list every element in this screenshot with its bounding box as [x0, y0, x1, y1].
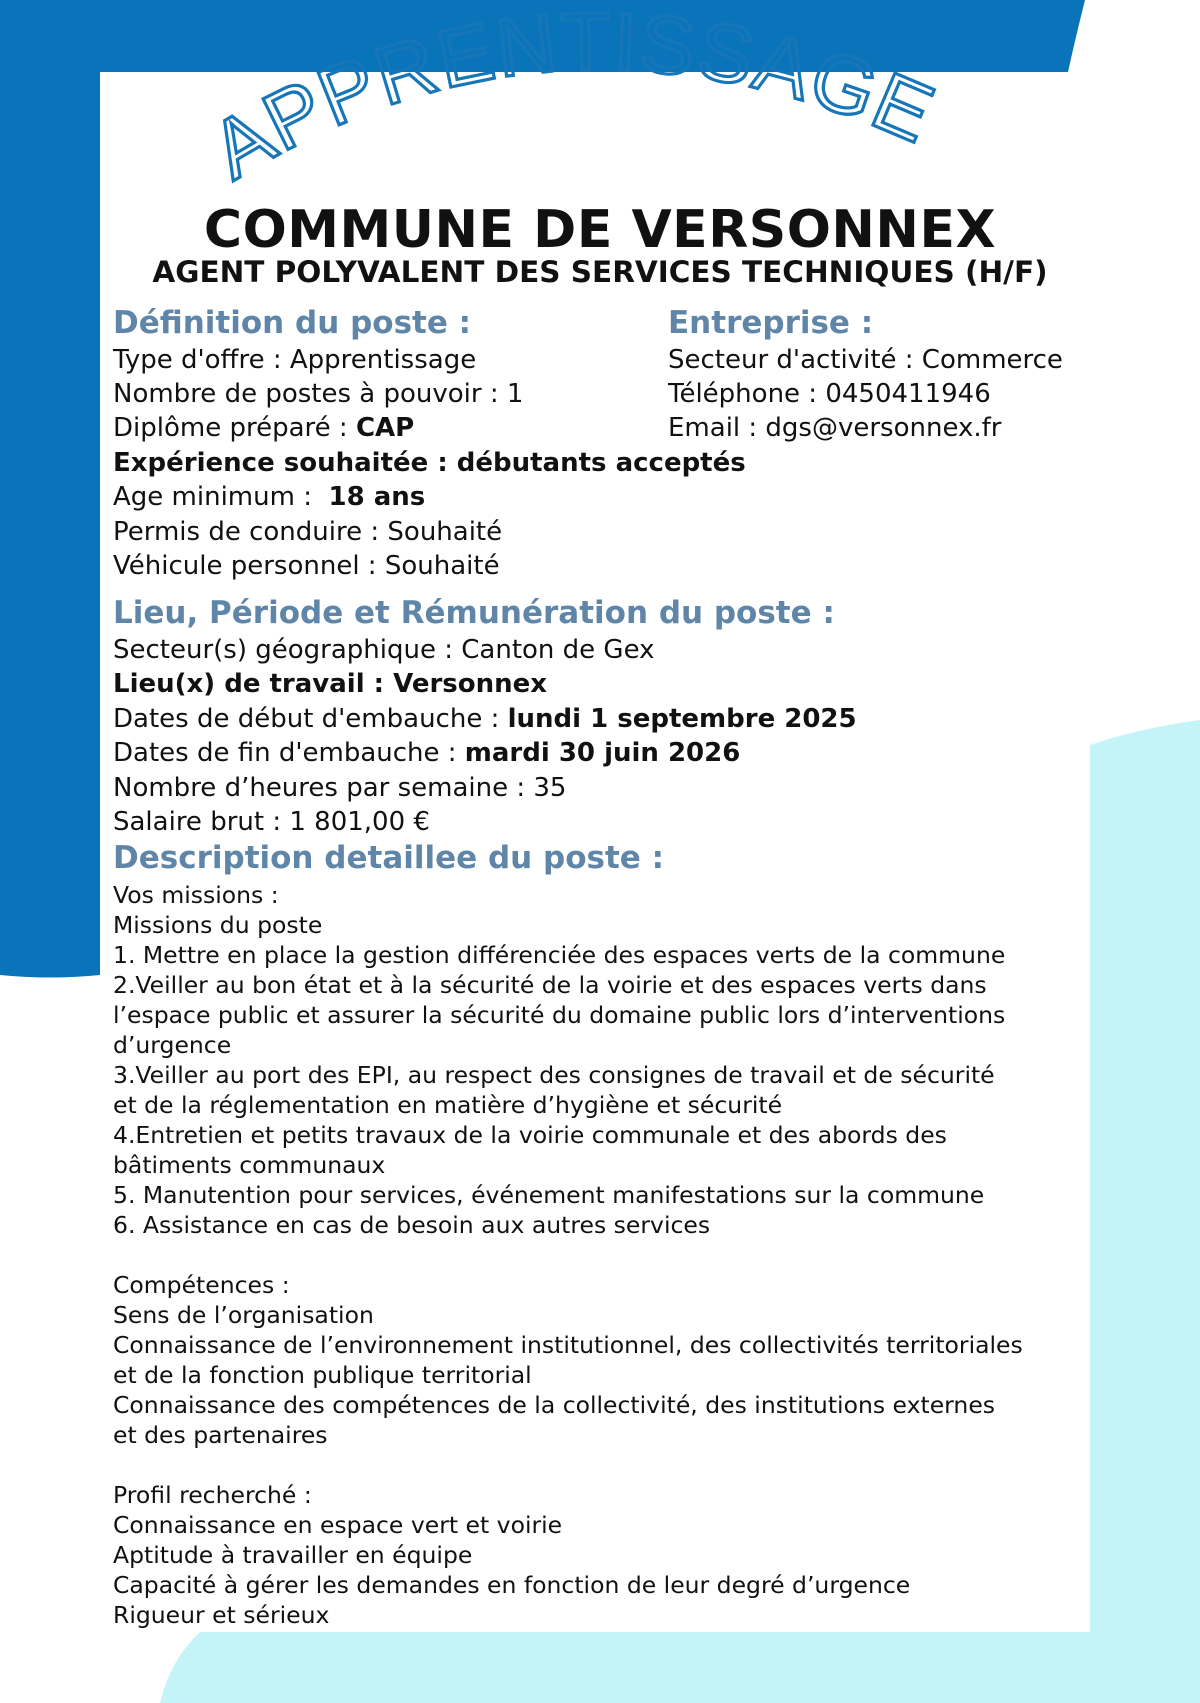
lieu-heading: Lieu, Période et Rémunération du poste :: [113, 595, 835, 631]
description-line: 5. Manutention pour services, événement manifestations sur la commune: [113, 1181, 985, 1209]
email: Email : dgs@versonnex.fr: [668, 413, 1002, 443]
secteur-geographique: Secteur(s) géographique : Canton de Gex: [113, 635, 655, 665]
experience: Expérience souhaitée : débutants acceptés: [113, 448, 746, 478]
entreprise-heading: Entreprise :: [668, 305, 874, 341]
description-heading: Description detaillee du poste :: [113, 840, 664, 876]
vehicule: Véhicule personnel : Souhaité: [113, 551, 500, 581]
date-debut: Dates de début d'embauche : lundi 1 septembre 2025: [113, 704, 857, 734]
nombre-postes: Nombre de postes à pouvoir : 1: [113, 379, 524, 409]
heures-semaine: Nombre d’heures par semaine : 35: [113, 773, 567, 803]
description-line: Profil recherché :: [113, 1481, 312, 1509]
description-line: 4.Entretien et petits travaux de la voirie communale et des abords des: [113, 1121, 947, 1149]
date-fin: Dates de fin d'embauche : mardi 30 juin 2026: [113, 738, 741, 768]
description-line: et de la fonction publique territorial: [113, 1361, 532, 1389]
description-line: l’espace public et assurer la sécurité du domaine public lors d’interventions: [113, 1001, 1006, 1029]
page-title: COMMUNE DE VERSONNEX: [203, 200, 997, 260]
permis: Permis de conduire : Souhaité: [113, 517, 503, 547]
lieu-travail: Lieu(x) de travail : Versonnex: [113, 669, 548, 699]
diplome: Diplôme préparé : CAP: [113, 413, 415, 443]
description-line: d’urgence: [113, 1031, 232, 1059]
description-line: Compétences :: [113, 1271, 290, 1299]
description-line: Aptitude à travailler en équipe: [113, 1541, 473, 1569]
description-line: Sens de l’organisation: [113, 1301, 374, 1329]
definition-heading: Définition du poste :: [113, 305, 472, 341]
description-line: 6. Assistance en cas de besoin aux autres services: [113, 1211, 711, 1239]
blue-left-band: [0, 0, 100, 975]
description-line: 1. Mettre en place la gestion différenciée des espaces verts de la commune: [113, 941, 1006, 969]
description-line: et de la réglementation en matière d’hygiène et sécurité: [113, 1091, 783, 1119]
apprentissage-banner-text: APPRENTISSAGE: [196, 0, 948, 197]
apprentissage-banner: [150, 0, 1010, 220]
description-line: Missions du poste: [113, 911, 323, 939]
description-line: Connaissance de l’environnement institutionnel, des collectivités territoriales: [113, 1331, 1023, 1359]
description-line: 2.Veiller au bon état et à la sécurité de la voirie et des espaces verts dans: [113, 971, 987, 999]
age-minimum: Age minimum : 18 ans: [113, 482, 426, 512]
salaire: Salaire brut : 1 801,00 €: [113, 807, 430, 837]
description-line: 3.Veiller au port des EPI, au respect des consignes de travail et de sécurité: [113, 1061, 995, 1089]
description-line: Vos missions :: [113, 881, 279, 909]
description-line: Connaissance en espace vert et voirie: [113, 1511, 563, 1539]
telephone: Téléphone : 0450411946: [668, 379, 991, 409]
description-line: bâtiments communaux: [113, 1151, 386, 1179]
secteur-activite: Secteur d'activité : Commerce: [668, 345, 1063, 375]
page-subtitle: AGENT POLYVALENT DES SERVICES TECHNIQUES (H/F): [152, 255, 1048, 289]
type-offre: Type d'offre : Apprentissage: [113, 345, 477, 375]
description-line: et des partenaires: [113, 1421, 328, 1449]
description-line: Capacité à gérer les demandes en fonction de leur degré d’urgence: [113, 1571, 911, 1599]
description-line: Connaissance des compétences de la collectivité, des institutions externes: [113, 1391, 996, 1419]
description-line: Rigueur et sérieux: [113, 1601, 330, 1629]
